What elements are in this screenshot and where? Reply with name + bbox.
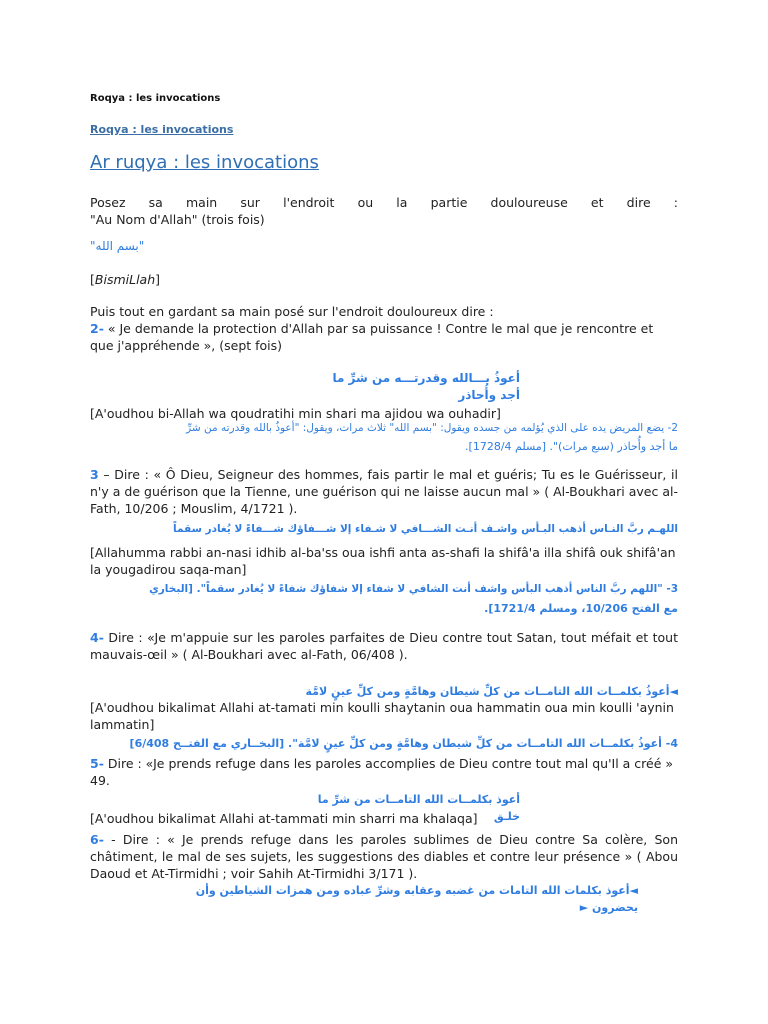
section3-text: 3 – Dire : « Ô Dieu, Seigneur des hommes, fais partir le mal et guéris; Tu es le Guérisseur, il n'y a de guérison que la Tienne, une guérison qui ne laisse aucun mal » ( Al-Boukhari avec al-Fath, 10/206 ; Mouslim, 4/1721 ).	[90, 467, 678, 516]
section4-number: 4-	[90, 630, 104, 645]
section5-text: 5- Dire : «Je prends refuge dans les paroles accomplies de Dieu contre tout mal qu'Il a créé » 49.	[90, 756, 674, 788]
section2-text: 2- « Je demande la protection d'Allah par sa puissance ! Contre le mal que je rencontre et que j'appréhende », (sept fois)	[90, 321, 654, 353]
section2-arabic-ref1: 2- يضع المريض يده على الذي يُؤلمه من جسده ويقول: "بسم الله" ثلاث مرات، ويقول: "أعوذُ بالله وقدرته من شرِّ	[186, 422, 678, 434]
intro-arabic: "بسم الله"	[90, 239, 145, 253]
section6-text: 6- - Dire : « Je prends refuge dans les paroles sublimes de Dieu contre Sa colère, Son châtiment, le mal de ses sujets, les suggestions des diables et contre leur présence » ( Abou Daoud et At-Tirmidhi ; voir Sahih At-Tirmidhi 3/171 ).	[90, 832, 678, 881]
section4-arabic-ref: 4- أعوذُ بكلمــات الله التامــات من كلِّ شيطان وهامَّةٍ ومن كلِّ عينٍ لامَّة". [البخــاري مع الفتــح 6/408]	[129, 737, 678, 750]
section3-number: 3	[90, 467, 99, 482]
section6-arabic: ◄أعوذ بكلمات الله التامات من غضبه وعقابه وشرِّ عباده ومن همزات الشياطين وأن يحضرون ►	[195, 884, 638, 914]
intro-line2: "Au Nom d'Allah" (trois fois)	[90, 212, 265, 227]
section2-arabic-ref2: ما أجد وأُحاذر (سبع مرات)". [مسلم 1728/4].	[465, 440, 678, 453]
section4-text: 4- Dire : «Je m'appuie sur les paroles parfaites de Dieu contre tout Satan, tout méfait et tout mauvais-œil » ( Al-Boukhari avec al-Fath, 06/408 ).	[90, 630, 678, 662]
section1-text: Puis tout en gardant sa main posé sur l'endroit douloureux dire :	[90, 304, 494, 319]
title-link[interactable]: Roqya : les invocations	[90, 123, 234, 136]
section2-translit: [A'oudhou bi-Allah wa qoudratihi min shari ma ajidou wa ouhadir]	[90, 406, 501, 421]
section3-arabic-ref1: 3- "اللهم ربَّ الناس أذهب البأس واشف أنت الشافي لا شفاء إلا شفاؤك شفاءً لا يُغادر سقماً". [البخاري	[149, 583, 678, 595]
section4-arabic: ◄أعوذُ بكلمــات الله التامــات من كلِّ شيطان وهامَّةٍ ومن كلِّ عينٍ لامَّة	[305, 685, 678, 698]
section2-number: 2-	[90, 321, 104, 336]
section5-arabic: أعوذ بكلمــات الله التامــات من شرِّ ما خلـق	[317, 793, 520, 823]
document-header: Roqya : les invocations	[90, 93, 221, 104]
section5-number: 5-	[90, 756, 104, 771]
page-title: Ar ruqya : les invocations	[90, 152, 319, 173]
section6-number: 6-	[90, 832, 104, 847]
section4-translit: [A'oudhou bikalimat Allahi at-tamati min koulli shaytanin oua hammatin oua min koulli 'aynin lammatin]	[90, 700, 674, 732]
section5-translit: [A'oudhou bikalimat Allahi at-tammati min sharri ma khalaqa]	[90, 811, 478, 826]
section3-translit: [Allahumma rabbi an-nasi idhib al-ba'ss oua ishfi anta as-shafi la shifâ'a illa shifâ ouk shifâ'an la yougadirou saqa-man]	[90, 545, 676, 577]
section3-arabic-ref2: مع الفتح 10/206، ومسلم 1721/4].	[484, 602, 678, 615]
section2-arabic: أعوذُ بـــالله وقدرتـــه من شرِّ ما أجد وأُحاذر	[332, 371, 520, 402]
intro-translit: [BismiLlah]	[90, 272, 161, 287]
intro-line1: Posez sa main sur l'endroit ou la partie douloureuse et dire :	[90, 195, 678, 210]
section3-arabic: اللهـم ربَّ النـاس أذهب البـأس واشـف أنـت الشـــافي لا شـفاء إلا شـــفاؤك شـــفاءً لا يُغادر سقماً	[173, 523, 678, 535]
